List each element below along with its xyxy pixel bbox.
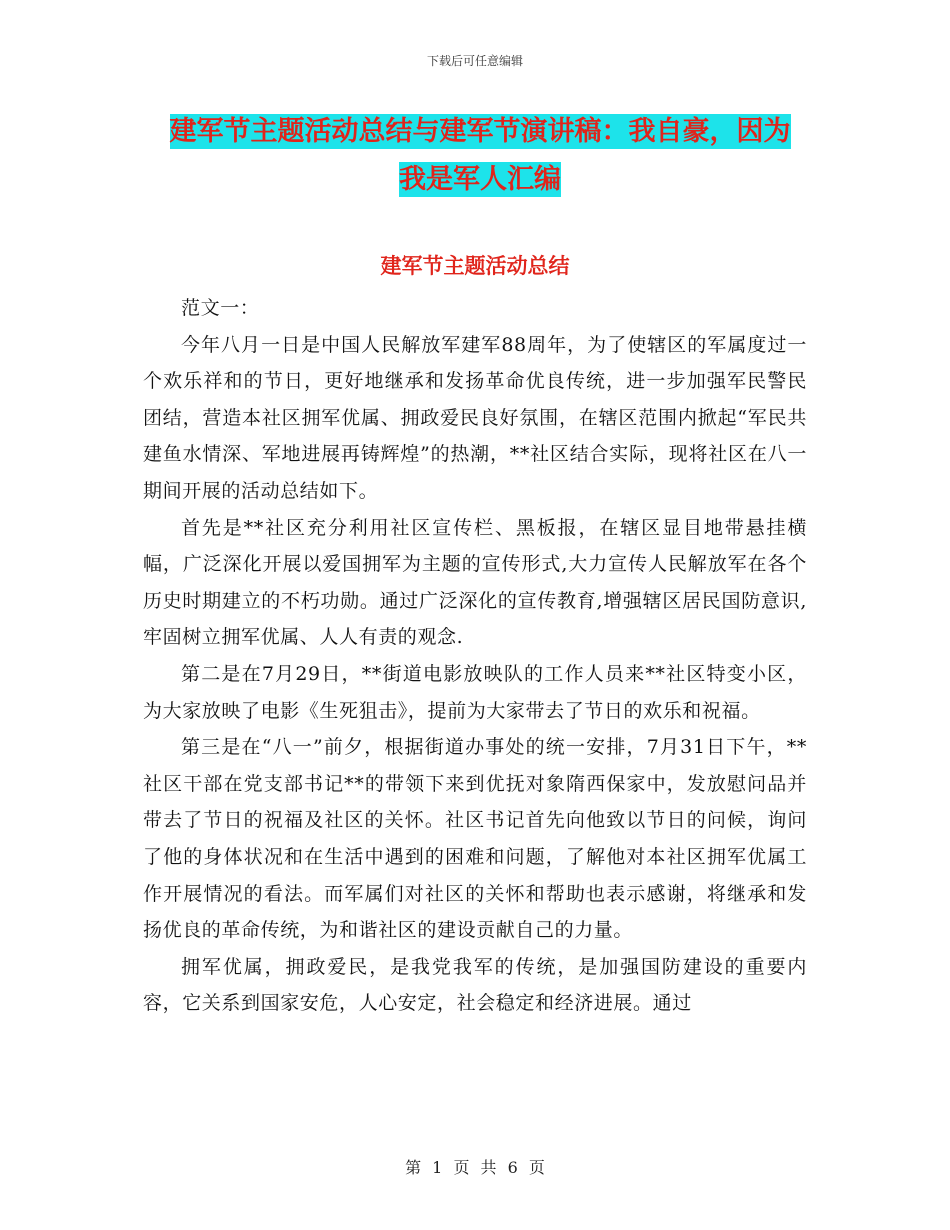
paragraph: 今年八月一日是中国人民解放军建军88周年，为了使辖区的军属度过一个欢乐祥和的节日，更好地继承和发扬革命优良传统，进一步加强军民警民团结，营造本社区拥军优属、拥政爱民良好氛围，在辖区范围内掀起“军民共建鱼水情深、军地进展再铸辉煌”的热潮，**社区结合实际，现将社区在八一期间开展的活动总结如下。 xyxy=(143,333,807,502)
paragraph: 首先是**社区充分利用社区宣传栏、黑板报，在辖区显目地带悬挂横幅，广泛深化开展以爱国拥军为主题的宣传形式,大力宣传人民解放军在各个历史时期建立的不朽功勋。通过广泛深化的宣传教育,增强辖区居民国防意识,牢固树立拥军优属、人人有责的观念. xyxy=(143,516,807,649)
paragraph: 范文一： xyxy=(181,297,260,319)
page-footer: 第 1 页 共 6 页 xyxy=(405,1158,545,1177)
paragraph: 拥军优属，拥政爱民，是我党我军的传统，是加强国防建设的重要内容，它关系到国家安危，人心安定，社会稳定和经济进展。通过 xyxy=(143,955,807,1015)
document-title xyxy=(150,108,810,204)
paragraph: 第二是在7月29日，**街道电影放映队的工作人员来**社区特变小区，为大家放映了电影《生死狙击》，提前为大家带去了节日的欢乐和祝福。 xyxy=(143,662,807,722)
header-note: 下载后可任意编辑 xyxy=(426,54,523,68)
section-heading: 建军节主题活动总结 xyxy=(380,253,570,278)
title-line-2: 我是军人汇编 xyxy=(399,164,561,195)
paragraph: 第三是在“八一”前夕，根据街道办事处的统一安排，7月31日下午，**社区干部在党支部书记**的带领下来到优抚对象隋西保家中，发放慰问品并带去了节日的祝福及社区的关怀。社区书记首先向他致以节日的问候，询问了他的身体状况和在生活中遇到的困难和问题，了解他对本社区拥军优属工作开展情况的看法。而军属们对社区的关怀和帮助也表示感谢，将继承和发扬优良的革命传统，为和谐社区的建设贡献自己的力量。 xyxy=(143,736,807,942)
title-line-1: 建军节主题活动总结与建军节演讲稿：我自豪，因为 xyxy=(169,116,791,147)
body-text xyxy=(143,290,807,1022)
